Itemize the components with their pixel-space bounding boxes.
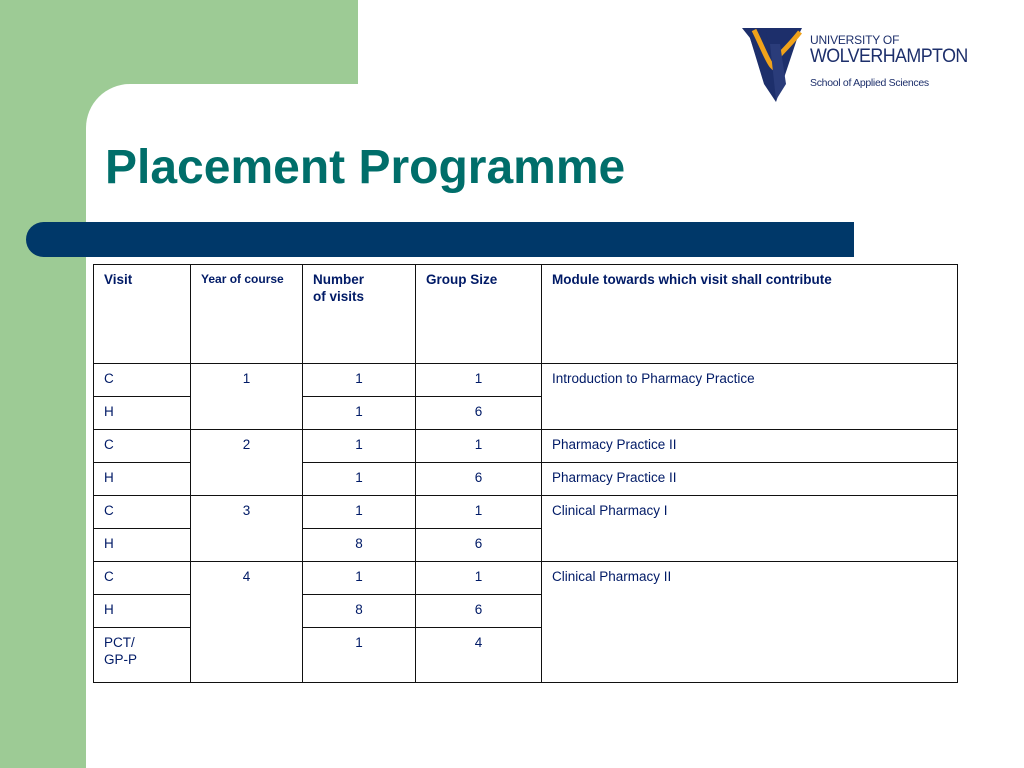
cell-visit: C [94, 496, 191, 529]
logo-line2: WOLVERHAMPTON [810, 46, 968, 67]
cell-visit [94, 628, 191, 683]
cell-visit: H [94, 595, 191, 628]
cell-module: Clinical Pharmacy II [542, 562, 958, 683]
cell-visit: C [94, 364, 191, 397]
cell-visit-line2: GP-P [104, 652, 138, 667]
cell-number: 1 [303, 430, 416, 463]
cell-group: 1 [416, 430, 542, 463]
header-number-line2: of visits [313, 289, 365, 304]
cell-number: 1 [303, 463, 416, 496]
header-number [303, 265, 416, 364]
cell-group: 4 [416, 628, 542, 683]
cell-year: 1 [191, 364, 303, 430]
cell-module: Introduction to Pharmacy Practice [542, 364, 958, 430]
header-module: Module towards which visit shall contribute [542, 265, 958, 364]
university-logo [740, 24, 980, 104]
table-row [94, 364, 958, 397]
cell-group: 6 [416, 463, 542, 496]
cell-number: 1 [303, 397, 416, 430]
cell-year: 4 [191, 562, 303, 683]
cell-group: 6 [416, 397, 542, 430]
cell-module: Pharmacy Practice II [542, 463, 958, 496]
title-divider-band [26, 222, 854, 257]
cell-visit: C [94, 562, 191, 595]
cell-group: 6 [416, 529, 542, 562]
header-visit: Visit [94, 265, 191, 364]
cell-group: 1 [416, 496, 542, 529]
cell-year: 3 [191, 496, 303, 562]
table-header-row [94, 265, 958, 364]
cell-visit: C [94, 430, 191, 463]
header-number-line1: Number [313, 272, 365, 287]
cell-number: 1 [303, 562, 416, 595]
university-logo-icon [740, 24, 810, 104]
cell-number: 8 [303, 529, 416, 562]
cell-group: 1 [416, 562, 542, 595]
cell-number: 8 [303, 595, 416, 628]
cell-number: 1 [303, 364, 416, 397]
logo-line1: UNIVERSITY OF [810, 33, 900, 47]
cell-module: Clinical Pharmacy I [542, 496, 958, 562]
cell-group: 6 [416, 595, 542, 628]
table-row [94, 562, 958, 595]
header-year: Year of course [191, 265, 303, 364]
header-group: Group Size [416, 265, 542, 364]
logo-line3: School of Applied Sciences [810, 77, 929, 89]
cell-visit: H [94, 463, 191, 496]
cell-visit: H [94, 397, 191, 430]
table-row [94, 496, 958, 529]
cell-number: 1 [303, 496, 416, 529]
cell-visit: H [94, 529, 191, 562]
table-row [94, 430, 958, 463]
cell-module: Pharmacy Practice II [542, 430, 958, 463]
cell-number: 1 [303, 628, 416, 683]
placement-table [93, 264, 958, 683]
page-title: Placement Programme [105, 141, 626, 194]
cell-group: 1 [416, 364, 542, 397]
cell-visit-line1: PCT/ [104, 635, 135, 650]
cell-year: 2 [191, 430, 303, 496]
